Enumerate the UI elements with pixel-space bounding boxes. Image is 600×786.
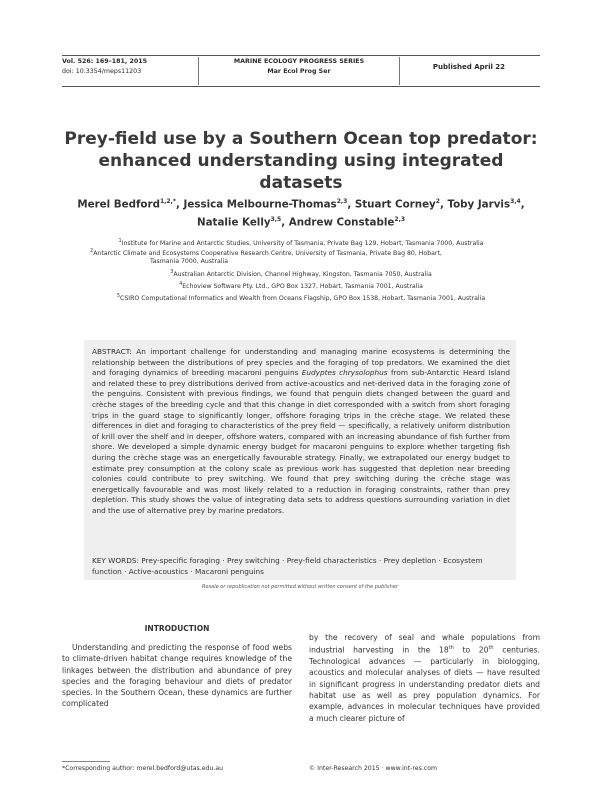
- header-journal: [198, 57, 400, 85]
- affiliation-text: Antarctic Climate and Ecosystems Cooperative Research Centre, University of Tasmania, Private Bag 80, Hobart,: [93, 250, 442, 258]
- keywords: [92, 556, 510, 577]
- author-affil: 1,2,*: [159, 198, 177, 205]
- abstract-text-1: An important challenge for understanding and managing marine ecosystems is determining the relationship between the distributions of prey species and the foraging of top predators. We examined the diet and foraging dynamics of breeding macaroni penguins: [92, 347, 510, 378]
- abstract: [92, 347, 510, 517]
- affiliation-5: [62, 292, 540, 303]
- corresponding-author[interactable]: *Corresponding author: merel.bedford@utas.edu.au: [62, 765, 224, 772]
- affiliation-number: 5: [116, 293, 121, 299]
- author-list: [62, 194, 540, 231]
- header-citation: [62, 57, 198, 85]
- title-line-2: enhanced understanding using integrated datasets: [98, 151, 504, 193]
- author-sep: ,: [439, 198, 448, 211]
- doi[interactable]: doi: 10.3354/meps11203: [62, 68, 142, 75]
- abstract-label: ABSTRACT:: [92, 347, 132, 356]
- header-top-rule: [62, 55, 540, 56]
- author-affil: 2,3: [336, 198, 348, 205]
- affiliation-text: Institute for Marine and Antarctic Studies, University of Tasmania, Private Bag 129, Hobart, Tasmania 7000, Australia: [121, 240, 484, 248]
- intro-left-column: Understanding and predicting the response of food webs to climate-driven habitat change requires knowledge of the linkages between the distribution and abundance of prey species and the foraging behaviour and diets of predator species. In the Southern Ocean, these dynamics are further complicated: [62, 643, 292, 709]
- author-sep: ,: [281, 216, 289, 229]
- footnote-rule: [62, 761, 110, 762]
- author-sep: ,: [176, 198, 184, 211]
- affiliation-text: CSIRO Computational Informatics and Wealth from Oceans Flagship, GPO Box 1538, Hobart, Tasmania 7001, Australia: [120, 295, 486, 303]
- affiliation-number: 1: [118, 238, 122, 244]
- intro-right-text-a: by the recovery of seal and whale populations from industrial harvesting in the 18: [309, 633, 540, 655]
- intro-right-text-b: to 20: [453, 645, 489, 655]
- keywords-label: KEY WORDS:: [92, 556, 139, 565]
- abstract-text-2: from sub-Antarctic Heard Island and related these to prey distributions derived from active-acoustics and net-derived data in the foraging zone of the penguins. Consistent with previous findings, we found that penguin diets changed between the guard and crèche stages of the breeding cycle and that this change in diet corresponded with a switch from short foraging trips in the guard stage to significantly longer, offshore foraging trips in the crèche stage. We related these differences in diet and foraging to characteristics of the prey field — specifically, a relatively uniform distribution of krill over the shelf and in deeper, offshore waters, compared with an increasing abundance of fish further from shore. We developed a simple dynamic energy budget for macaroni penguins to explore whether targeting fish during the crèche stage was an energetically favourable strategy. Finally, we extrapolated our energy budget to estimate prey consumption at the colony scale as previous work has suggested that depletion near breeding colonies could contribute to prey switching. We found that prey switching during the crèche stage was energetically favourable and was most likely related to a reduction in foraging constraints, rather than prey depletion. This study shows the value of integrating data sets to address questions surrounding variation in diet and the use of alternative prey by marine predators.: [92, 368, 511, 515]
- affiliation-number: 2: [90, 248, 94, 254]
- paper-title: [62, 128, 540, 194]
- author-name: Merel Bedford: [77, 198, 160, 211]
- journal-name: MARINE ECOLOGY PROGRESS SERIES: [233, 58, 365, 65]
- superscript: th: [488, 645, 494, 652]
- keywords-text: Prey-specific foraging · Prey switching · Prey-field characteristics · Prey depletion · Ecosystem function · Active-acoustics · Macaroni penguins: [92, 556, 483, 576]
- affiliation-3: [62, 268, 540, 279]
- affiliation-text: Echoview Software Pty. Ltd., GPO Box 1327, Hobart, Tasmania 7001, Australia: [182, 283, 423, 291]
- author-affil: 2: [435, 198, 440, 205]
- intro-heading: INTRODUCTION: [144, 624, 210, 633]
- author-name: Stuart Corney: [354, 198, 436, 211]
- author-sep: ,: [520, 198, 525, 211]
- author-name: Andrew Constable: [288, 216, 395, 229]
- header-bottom-rule: [62, 86, 540, 87]
- journal-abbrev: Mar Ecol Prog Ser: [267, 68, 331, 75]
- superscript: th: [448, 645, 454, 652]
- author-affil: 3,5: [270, 216, 282, 224]
- author-affil: 2,3: [394, 216, 406, 224]
- author-sep: ,: [347, 198, 355, 211]
- affiliation-number: 4: [179, 281, 183, 287]
- author-name: Jessica Melbourne-Thomas: [183, 198, 337, 211]
- author-name: Natalie Kelly: [196, 216, 271, 229]
- intro-right-column: [309, 632, 540, 724]
- author-name: Toby Jarvis: [447, 198, 511, 211]
- resale-notice: Resale or republication not permitted without written consent of the publisher: [202, 584, 398, 590]
- affiliation-number: 3: [170, 269, 174, 275]
- affiliation-2-cont: Tasmania 7000, Australia: [150, 258, 229, 265]
- copyright: © Inter-Research 2015 · www.int-res.com: [309, 765, 438, 772]
- affiliation-4: [62, 280, 540, 291]
- affiliation-text: Australian Antarctic Division, Channel Highway, Kingston, Tasmania 7050, Australia: [173, 271, 432, 279]
- volume-info: Vol. 526: 169–181, 2015: [62, 58, 147, 65]
- publication-date: Published April 22: [432, 63, 506, 71]
- abstract-species-name: Eudyptes chrysolophus: [301, 368, 388, 378]
- author-affil: 3,4: [510, 198, 521, 205]
- title-line-1: Prey-field use by a Southern Ocean top predator:: [64, 129, 538, 149]
- intro-right-text-c: centuries. Technological advances — particularly in biologging, acoustics and molecular analyses of diets — have resulted in significant progress in understanding predator diets and habitat use as well as prey population dynamics. For example, advances in molecular techniques have provided a much clearer picture of: [309, 645, 540, 723]
